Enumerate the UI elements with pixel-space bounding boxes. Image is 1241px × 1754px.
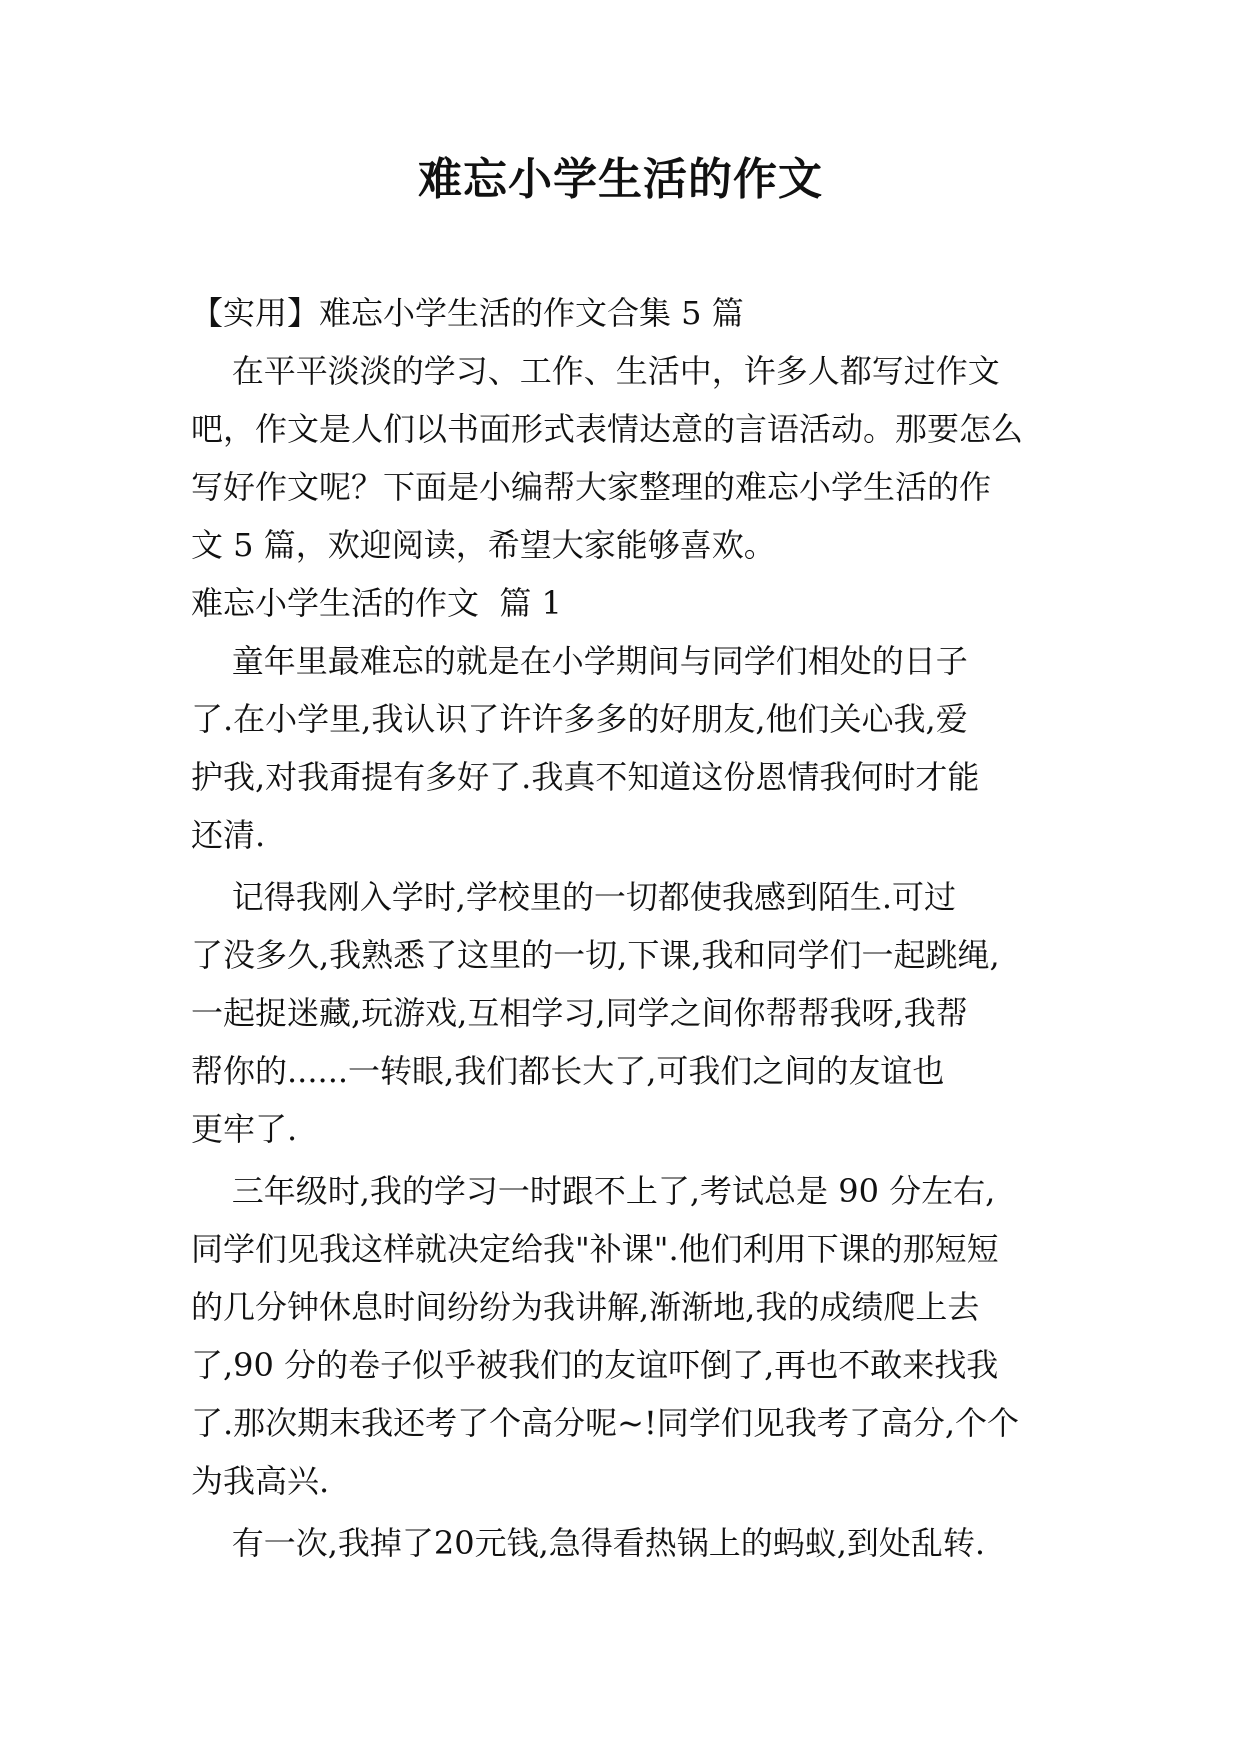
body-line: 为我高兴. [191, 1462, 330, 1500]
body-line: 护我,对我甭提有多好了.我真不知道这份恩情我何时才能 [191, 758, 980, 796]
body-line: 了,90 分的卷子似乎被我们的友谊吓倒了,再也不敢来找我 [191, 1346, 999, 1384]
body-line: 还清. [191, 816, 266, 854]
section-heading-line: 难忘小学生活的作文 篇 1 [191, 584, 562, 622]
body-line: 更牢了. [191, 1110, 298, 1148]
body-line: 的几分钟休息时间纷纷为我讲解,渐渐地,我的成绩爬上去 [191, 1288, 980, 1326]
body-line: 吧，作文是人们以书面形式表情达意的言语活动。那要怎么 [191, 410, 1024, 448]
body-line: 三年级时,我的学习一时跟不上了,考试总是 90 分左右, [191, 1172, 996, 1210]
intro-heading-line: 【实用】难忘小学生活的作文合集 5 篇 [191, 294, 744, 332]
body-line: 帮你的......一转眼,我们都长大了,可我们之间的友谊也 [191, 1052, 945, 1090]
body-line: 童年里最难忘的就是在小学期间与同学们相处的日子 [191, 642, 968, 680]
body-line: 文 5 篇，欢迎阅读，希望大家能够喜欢。 [191, 526, 776, 564]
body-line: 一起捉迷藏,玩游戏,互相学习,同学之间你帮帮我呀,我帮 [191, 994, 968, 1032]
document-title: 难忘小学生活的作文 [418, 154, 823, 205]
body-line: 同学们见我这样就决定给我"补课".他们利用下课的那短短 [191, 1230, 999, 1268]
body-line: 了没多久,我熟悉了这里的一切,下课,我和同学们一起跳绳, [191, 936, 1000, 974]
body-line: 写好作文呢？下面是小编帮大家整理的难忘小学生活的作 [191, 468, 992, 506]
body-line: 在平平淡淡的学习、工作、生活中，许多人都写过作文 [191, 352, 1000, 390]
body-line: 了.在小学里,我认识了许许多多的好朋友,他们关心我,爱 [191, 700, 968, 738]
body-line: 记得我刚入学时,学校里的一切都使我感到陌生.可过 [191, 878, 957, 916]
body-line: 有一次,我掉了20元钱,急得看热锅上的蚂蚁,到处乱转. [191, 1524, 986, 1562]
body-line: 了.那次期末我还考了个高分呢~!同学们见我考了高分,个个 [191, 1404, 1020, 1442]
document-body [191, 284, 1051, 1572]
